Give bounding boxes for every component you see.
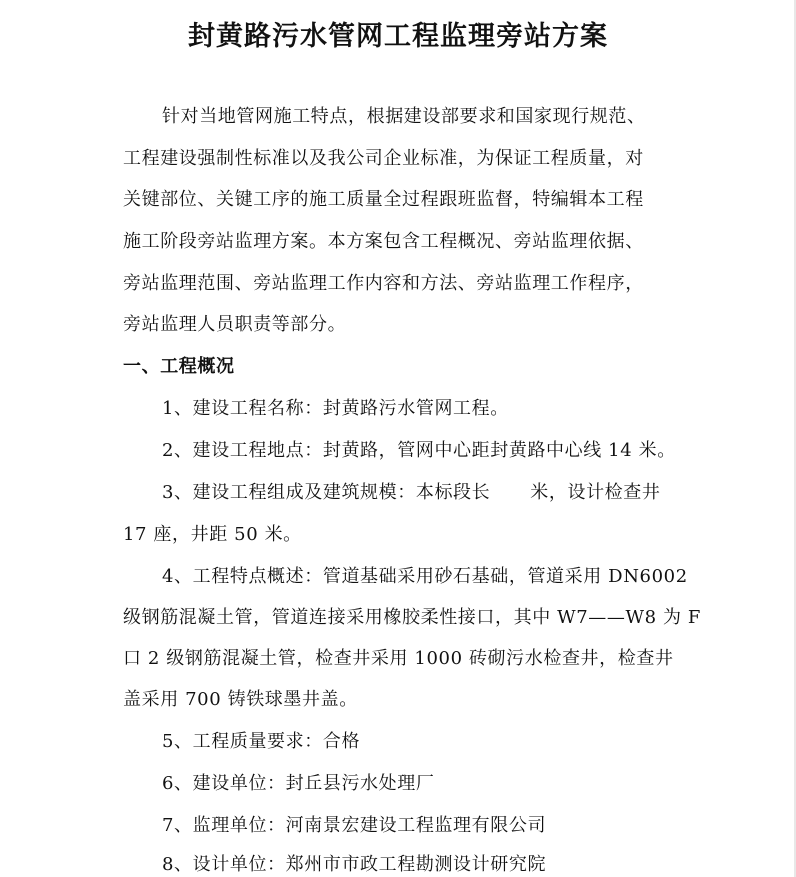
item-quality-requirement: 5、工程质量要求：合格	[162, 731, 361, 752]
item-features-line-4: 盖采用 700 铸铁球墨井盖。	[123, 689, 358, 710]
document-title: 封黄路污水管网工程监理旁站方案	[188, 21, 608, 52]
intro-line-4: 施工阶段旁站监理方案。本方案包含工程概况、旁站监理依据、	[123, 231, 644, 252]
item-features-line-2: 级钢筋混凝土管，管道连接采用橡胶柔性接口，其中 W7——W8 为 F	[123, 607, 701, 628]
item-project-scale	[162, 482, 660, 504]
item-project-scale-part1: 3、建设工程组成及建筑规模：本标段长	[162, 482, 491, 503]
item-features-line-1: 4、工程特点概述：管道基础采用砂石基础，管道采用 DN6002	[162, 566, 688, 587]
intro-line-5: 旁站监理范围、旁站监理工作内容和方法、旁站监理工作程序，	[123, 273, 644, 294]
intro-line-1: 针对当地管网施工特点，根据建设部要求和国家现行规范、	[162, 106, 646, 127]
section-heading-overview: 一、工程概况	[123, 356, 235, 377]
item-project-scale-line2: 17 座，井距 50 米。	[123, 524, 302, 545]
intro-line-3: 关键部位、关键工序的施工质量全过程跟班监督，特编辑本工程	[123, 189, 644, 210]
item-design-unit: 8、设计单位：郑州市市政工程勘测设计研究院	[162, 854, 547, 875]
item-owner-unit: 6、建设单位：封丘县污水处理厂	[162, 773, 435, 794]
intro-line-2: 工程建设强制性标准以及我公司企业标准，为保证工程质量，对	[123, 148, 644, 169]
item-project-scale-part2: 米，设计检查井	[530, 482, 661, 503]
item-project-location: 2、建设工程地点：封黄路，管网中心距封黄路中心线 14 米。	[162, 440, 676, 461]
item-features-line-3: 口 2 级钢筋混凝土管，检查井采用 1000 砖砌污水检查井，检查井	[123, 648, 674, 669]
item-supervision-unit: 7、监理单位：河南景宏建设工程监理有限公司	[162, 815, 547, 836]
item-project-name: 1、建设工程名称：封黄路污水管网工程。	[162, 398, 509, 419]
intro-line-6: 旁站监理人员职责等部分。	[123, 314, 347, 335]
